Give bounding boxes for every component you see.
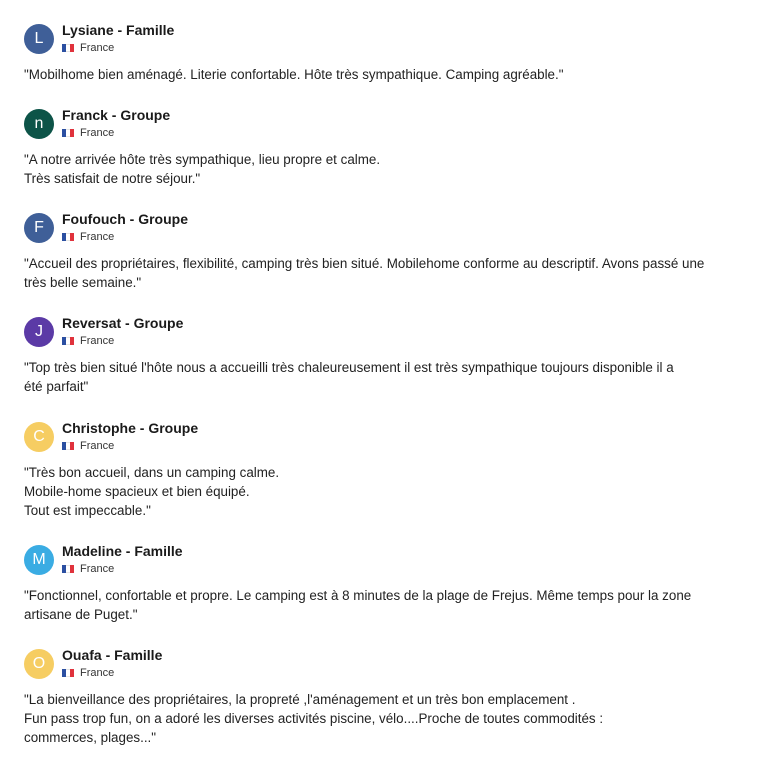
avatar: M [24,545,54,575]
review-text-line: "A notre arrivée hôte très sympathique, lieu propre et calme. [24,152,381,167]
review-text [24,150,380,188]
review-text [24,358,674,396]
reviewer-country [62,440,114,452]
review-text-line: été parfait" [24,379,89,394]
review-text [24,65,563,84]
review-text-line: Mobile-home spacieux et bien équipé. [24,484,250,499]
france-flag-icon [62,669,74,677]
review-text-line: Tout est impeccable." [24,503,151,518]
review-text-line: "Fonctionnel, confortable et propre. Le camping est à 8 minutes de la plage de Frejus. Même temps pour la zone [24,588,692,603]
reviewer-country [62,231,114,243]
france-flag-icon [62,442,74,450]
review-text [24,586,691,624]
review-text-line: "Mobilhome bien aménagé. Literie confortable. Hôte très sympathique. Camping agréable." [24,67,564,82]
france-flag-icon [62,129,74,137]
reviewer-name: Lysiane - Famille [62,22,175,38]
france-flag-icon [62,44,74,52]
review-text-line: commerces, plages..." [24,730,157,745]
france-flag-icon [62,233,74,241]
reviewer-country [62,42,114,54]
france-flag-icon [62,565,74,573]
country-label: France [80,231,115,243]
country-label: France [80,42,115,54]
country-label: France [80,335,115,347]
reviewer-name: Foufouch - Groupe [62,211,188,227]
reviewer-name: Reversat - Groupe [62,315,184,331]
france-flag-icon [62,337,74,345]
avatar: O [24,649,54,679]
reviewer-name: Madeline - Famille [62,543,183,559]
review-text-line: Fun pass trop fun, on a adoré les diverses activités piscine, vélo....Proche de toutes commodités : [24,711,604,726]
country-label: France [80,127,115,139]
reviewer-name: Franck - Groupe [62,107,171,123]
review-text-line: artisane de Puget." [24,607,138,622]
review-text-line: "Accueil des propriétaires, flexibilité, camping très bien situé. Mobilehome conforme au descriptif. Avons passé une [24,256,705,271]
review-text-line: très belle semaine." [24,275,142,290]
avatar: L [24,24,54,54]
review-text [24,463,279,520]
reviewer-name: Ouafa - Famille [62,647,163,663]
review-text-line: "La bienveillance des propriétaires, la propreté ,l'aménagement et un très bon emplacement . [24,692,576,707]
reviewer-country [62,335,114,347]
review-text [24,690,603,747]
reviewer-country [62,667,114,679]
reviewer-country [62,563,114,575]
review-text-line: "Très bon accueil, dans un camping calme. [24,465,280,480]
country-label: France [80,563,115,575]
avatar: C [24,422,54,452]
reviewer-name: Christophe - Groupe [62,420,199,436]
avatar: J [24,317,54,347]
country-label: France [80,440,115,452]
country-label: France [80,667,115,679]
reviewer-country [62,127,114,139]
review-text-line: "Top très bien situé l'hôte nous a accueilli très chaleureusement il est très sympathique toujours disponible il a [24,360,674,375]
review-text-line: Très satisfait de notre séjour." [24,171,201,186]
avatar: F [24,213,54,243]
avatar: n [24,109,54,139]
review-text [24,254,704,292]
